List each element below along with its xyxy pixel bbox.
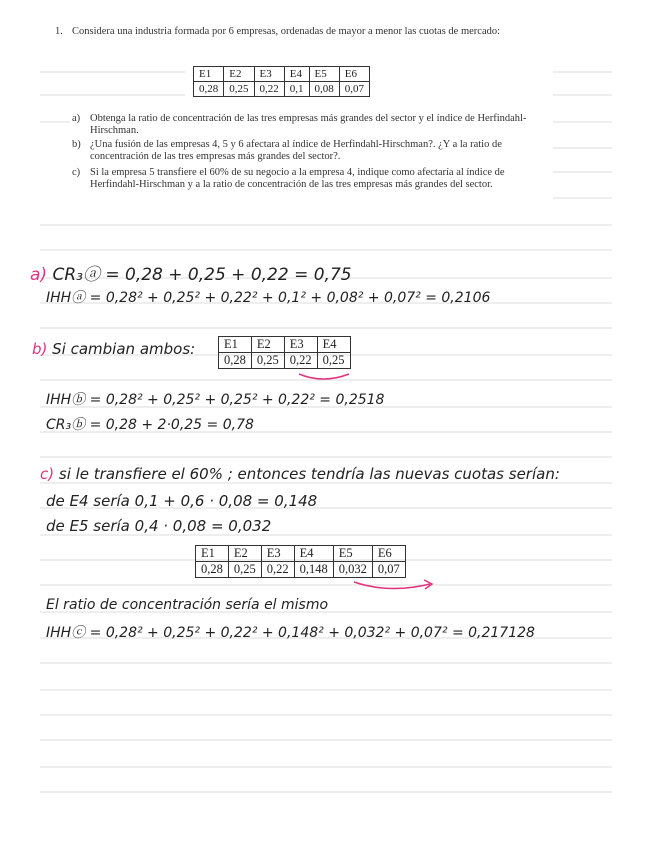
table-cell: 0,25 <box>317 353 350 369</box>
table-header-cell: E3 <box>261 546 294 562</box>
table-row <box>196 562 406 578</box>
table-header-cell: E2 <box>228 546 261 562</box>
table-row <box>219 353 351 369</box>
table-header-cell: E6 <box>372 546 405 562</box>
answer-b-label: b) <box>32 340 48 358</box>
swap-arrow-icon <box>295 370 355 384</box>
table-cell: 0,25 <box>251 353 284 369</box>
table-header-cell: E1 <box>219 337 252 353</box>
table-header-cell: E4 <box>294 546 333 562</box>
question-b <box>72 139 532 165</box>
question-label: b) <box>72 139 81 150</box>
table-cell: 0,22 <box>254 82 284 97</box>
question-text: Si la empresa 5 transfiere el 60% de su negocio a la empresa 4, indique como afectaría al índice de Herfindahl-Hirschman y a la ratio de concentración de las tres empresas más grandes del sector. <box>90 167 505 190</box>
table-cell: 0,25 <box>224 82 254 97</box>
table-header-row <box>219 337 351 353</box>
table-cell: 0,032 <box>333 562 372 578</box>
answer-b <box>32 340 195 358</box>
market-share-table <box>193 66 370 97</box>
answer-c-line2: de E4 sería 0,1 + 0,6 · 0,08 = 0,148 <box>46 492 318 510</box>
answer-a-label: a) <box>30 265 48 285</box>
question-a <box>72 113 532 139</box>
table-header-cell: E5 <box>333 546 372 562</box>
table-cell: 0,28 <box>194 82 224 97</box>
table-row <box>194 82 370 97</box>
table-cell: 0,08 <box>309 82 339 97</box>
exercise-statement: Considera una industria formada por 6 empresas, ordenadas de mayor a menor las cuotas de mercado: <box>72 26 501 37</box>
question-text: Obtenga la ratio de concentración de las tres empresas más grandes del sector y el índice de Herfindahl-Hirschman. <box>90 113 527 136</box>
answer-a-ihh: IHHⓐ = 0,28² + 0,25² + 0,22² + 0,1² + 0,08² + 0,07² = 0,2106 <box>46 290 491 306</box>
answer-b-ihh: IHHⓑ = 0,28² + 0,25² + 0,25² + 0,22² = 0,2518 <box>46 392 385 408</box>
transfer-share-table <box>195 545 406 578</box>
table-header-cell: E3 <box>254 67 284 82</box>
table-cell: 0,07 <box>372 562 405 578</box>
answer-b-text: Si cambian ambos: <box>52 340 196 358</box>
table-header-cell: E5 <box>309 67 339 82</box>
answer-c-line1: si le transfiere el 60% ; entonces tendría las nuevas cuotas serían: <box>58 465 560 483</box>
answer-a-cr: CR₃ⓐ = 0,28 + 0,25 + 0,22 = 0,75 <box>52 265 352 285</box>
answer-c <box>40 465 560 483</box>
table-cell: 0,22 <box>284 353 317 369</box>
table-header-cell: E4 <box>284 67 309 82</box>
table-header-cell: E2 <box>251 337 284 353</box>
exercise-number: 1. <box>55 26 63 37</box>
table-header-cell: E1 <box>194 67 224 82</box>
table-cell: 0,28 <box>196 562 229 578</box>
merged-share-table <box>218 336 351 369</box>
transfer-arrow-icon <box>350 578 440 594</box>
answer-c-ihh: IHHⓒ = 0,28² + 0,25² + 0,22² + 0,148² + 0,032² + 0,07² = 0,217128 <box>46 625 535 641</box>
table-cell: 0,22 <box>261 562 294 578</box>
answer-a <box>30 260 352 285</box>
table-header-cell: E1 <box>196 546 229 562</box>
question-label: a) <box>72 113 81 124</box>
question-c <box>72 167 532 207</box>
answer-c-label: c) <box>40 465 55 483</box>
table-cell: 0,07 <box>339 82 369 97</box>
answer-c-line3: de E5 sería 0,4 · 0,08 = 0,032 <box>46 517 272 535</box>
table-cell: 0,28 <box>219 353 252 369</box>
table-header-cell: E4 <box>317 337 350 353</box>
question-label: c) <box>72 167 81 178</box>
table-header-cell: E6 <box>339 67 369 82</box>
table-header-row <box>194 67 370 82</box>
answer-b-cr: CR₃ⓑ = 0,28 + 2·0,25 = 0,78 <box>46 417 254 433</box>
table-cell: 0,1 <box>284 82 309 97</box>
table-header-cell: E3 <box>284 337 317 353</box>
table-cell: 0,25 <box>228 562 261 578</box>
table-header-cell: E2 <box>224 67 254 82</box>
table-header-row <box>196 546 406 562</box>
question-text: ¿Una fusión de las empresas 4, 5 y 6 afectara al índice de Herfindahl-Hirschman?. ¿Y a la ratio de concentración de las tres empresas más grandes del sector?. <box>90 139 502 162</box>
answer-c-ratio: El ratio de concentración sería el mismo <box>46 597 329 613</box>
table-cell: 0,148 <box>294 562 333 578</box>
